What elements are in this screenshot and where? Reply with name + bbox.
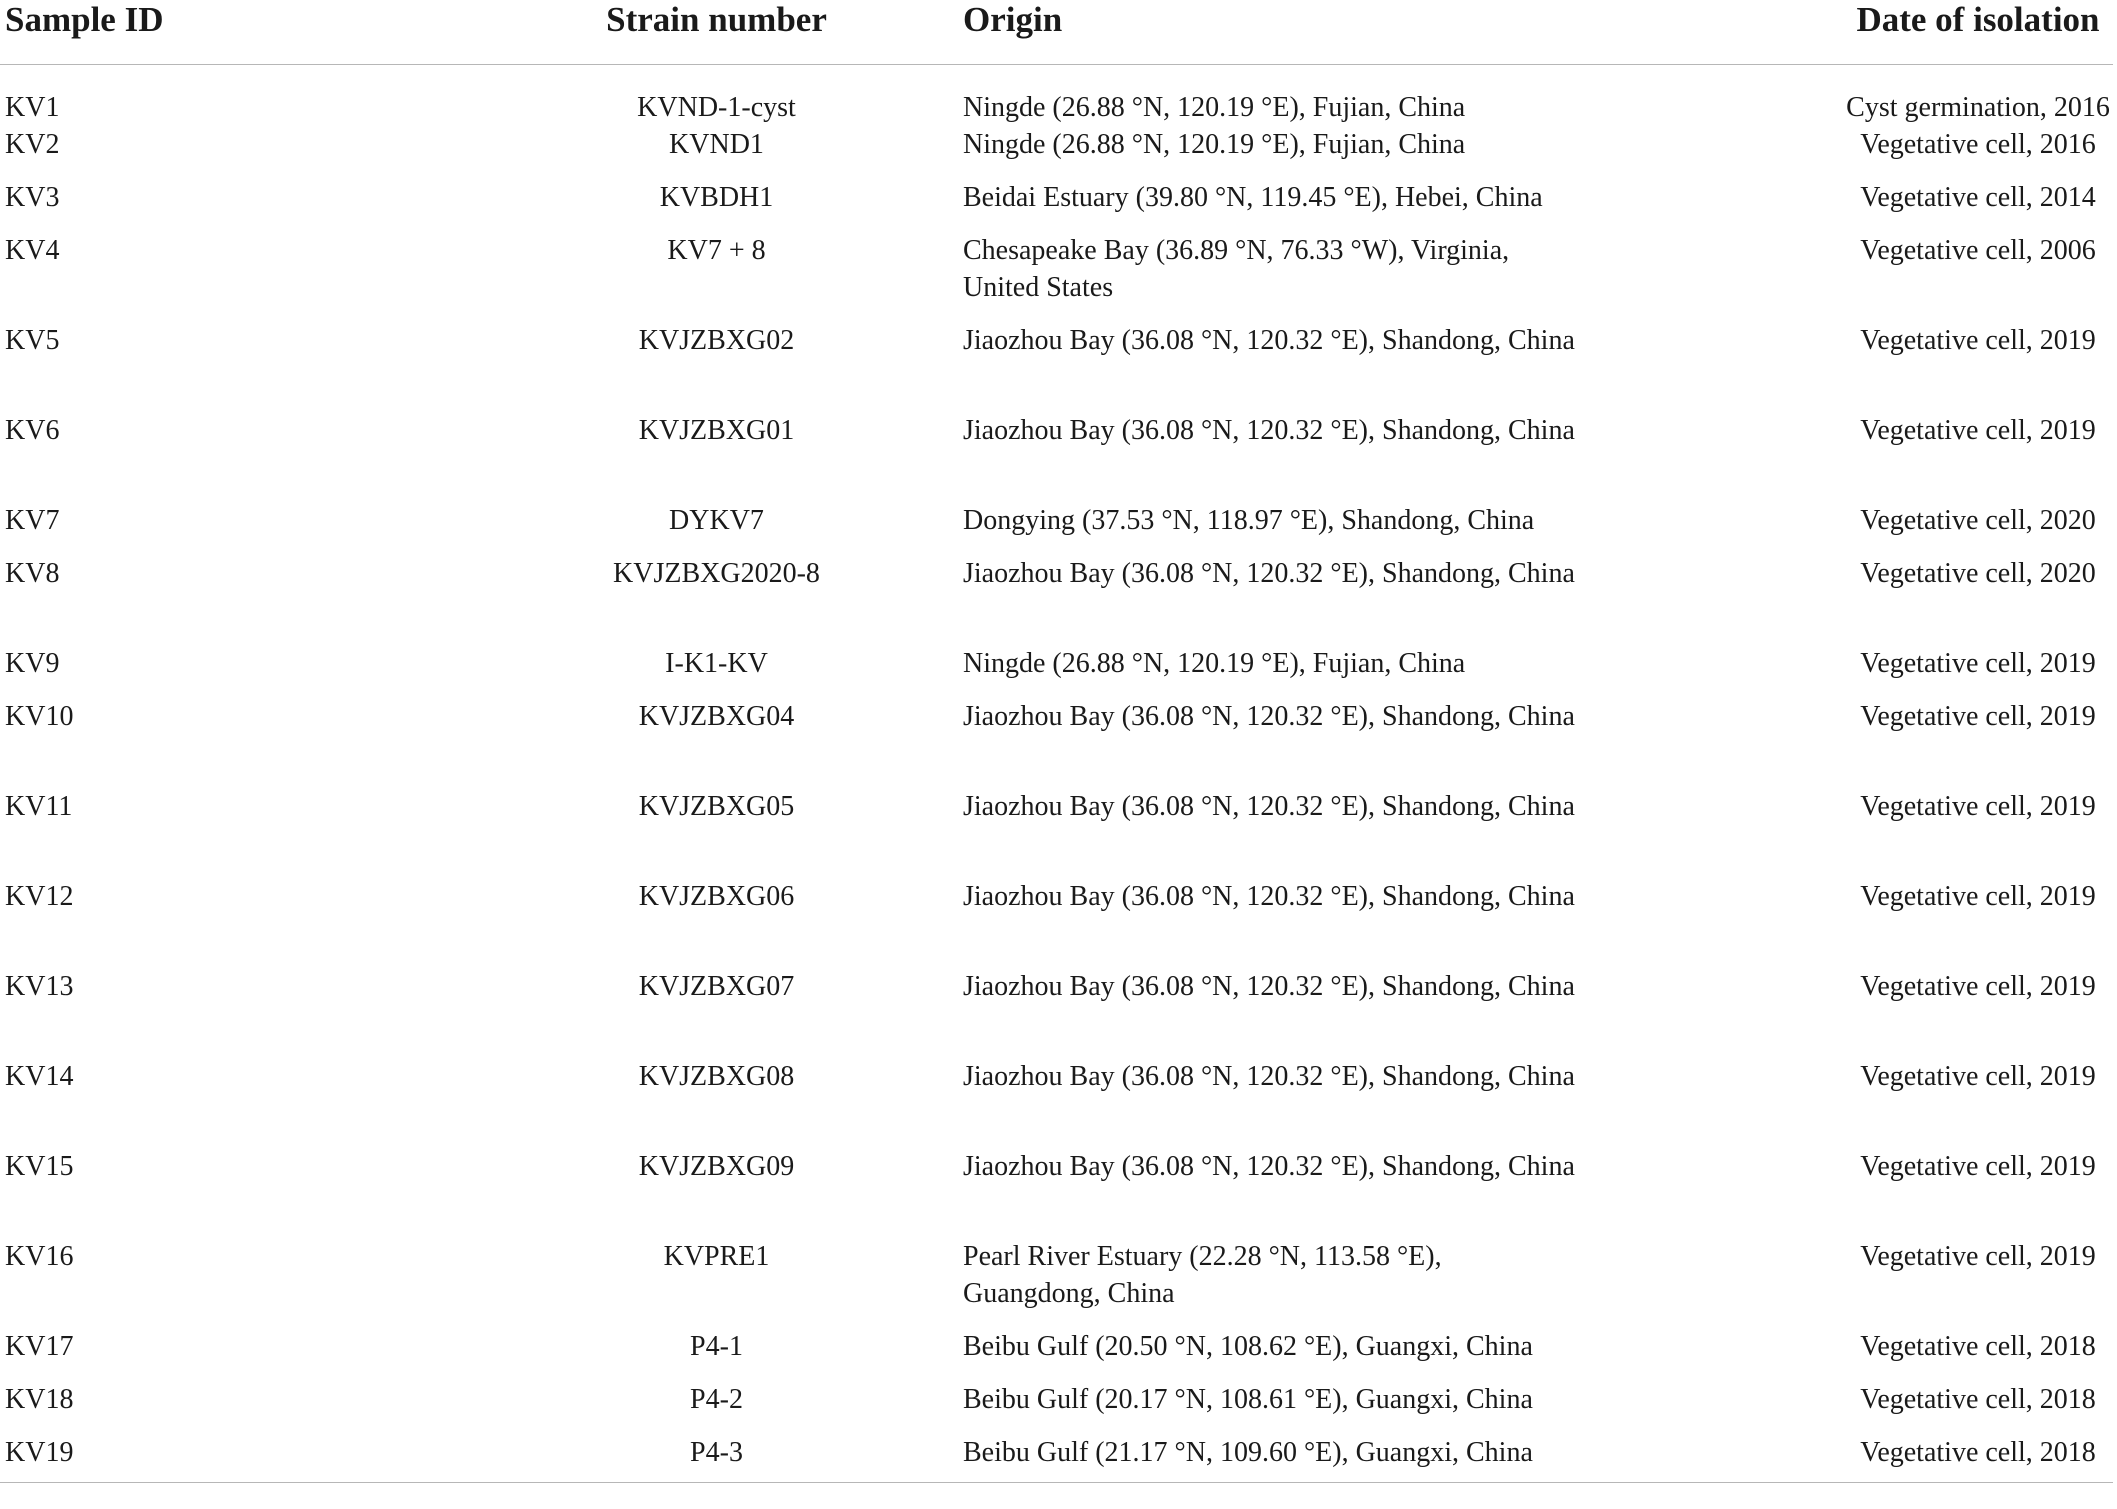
origin-text: Chesapeake Bay (36.89 °N, 76.33 °W), Virginia, United States (963, 235, 1510, 303)
header-date-of-isolation: Date of isolation (1843, 0, 2113, 65)
origin-cell (963, 645, 1843, 698)
strain-number-cell: KVND1 (669, 129, 764, 160)
table-row (0, 232, 2113, 322)
origin-cell (963, 1148, 1843, 1238)
header-sample-id: Sample ID (0, 0, 470, 65)
sample-id-cell: KV3 (5, 182, 60, 213)
strain-number-cell: KVPRE1 (663, 1241, 770, 1272)
table-row (0, 322, 2113, 412)
sample-id-cell: KV4 (5, 235, 60, 266)
origin-cell (963, 412, 1843, 502)
origin-cell (963, 322, 1843, 412)
sample-id-cell: KV6 (5, 415, 60, 446)
origin-cell (963, 65, 1843, 127)
sample-id-cell: KV11 (5, 791, 73, 822)
origin-cell (963, 126, 1843, 179)
date-of-isolation-cell: Vegetative cell, 2019 (1860, 971, 2096, 1002)
table-row (0, 788, 2113, 878)
date-of-isolation-cell: Vegetative cell, 2018 (1860, 1331, 2096, 1362)
table-row (0, 1238, 2113, 1328)
strain-number-cell: P4-2 (690, 1384, 743, 1415)
date-of-isolation-cell: Vegetative cell, 2019 (1860, 791, 2096, 822)
sample-id-cell: KV19 (0, 1434, 470, 1483)
origin-text: Ningde (26.88 °N, 120.19 °E), Fujian, China (963, 129, 1466, 160)
table-row (0, 878, 2113, 968)
strain-number-cell: P4-3 (470, 1434, 963, 1483)
origin-text: Jiaozhou Bay (36.08 °N, 120.32 °E), Shandong, China (963, 1151, 1575, 1182)
sample-id-cell: KV12 (5, 881, 74, 912)
origin-text: Jiaozhou Bay (36.08 °N, 120.32 °E), Shandong, China (963, 558, 1575, 589)
origin-text: Jiaozhou Bay (36.08 °N, 120.32 °E), Shandong, China (963, 791, 1575, 822)
origin-cell (963, 698, 1843, 788)
origin-text: Beibu Gulf (20.50 °N, 108.62 °E), Guangxi, China (963, 1331, 1533, 1362)
strain-number-cell: KVBDH1 (659, 182, 774, 213)
origin-text: Jiaozhou Bay (36.08 °N, 120.32 °E), Shandong, China (963, 881, 1575, 912)
origin-cell (963, 232, 1843, 322)
table-row (0, 698, 2113, 788)
origin-text: Beibu Gulf (21.17 °N, 109.60 °E), Guangxi, China (963, 1437, 1533, 1468)
table-row (0, 1148, 2113, 1238)
date-of-isolation-cell: Vegetative cell, 2019 (1860, 325, 2096, 356)
sample-id-cell: KV13 (5, 971, 74, 1002)
sample-id-cell: KV15 (5, 1151, 74, 1182)
table-row (0, 968, 2113, 1058)
date-of-isolation-cell: Vegetative cell, 2019 (1860, 648, 2096, 679)
strain-number-cell: DYKV7 (669, 505, 764, 536)
sample-id-cell: KV9 (5, 648, 60, 679)
origin-text: Beidai Estuary (39.80 °N, 119.45 °E), Hebei, China (963, 182, 1543, 213)
origin-text: Jiaozhou Bay (36.08 °N, 120.32 °E), Shandong, China (963, 1061, 1575, 1092)
table-row (0, 1381, 2113, 1434)
table-body (0, 65, 2113, 1483)
table-row (0, 1328, 2113, 1381)
strain-number-cell: KV7 + 8 (667, 235, 766, 266)
origin-cell (963, 179, 1843, 232)
origin-text: Dongying (37.53 °N, 118.97 °E), Shandong, China (963, 505, 1535, 536)
strain-number-cell: KVJZBXG04 (638, 701, 795, 732)
date-of-isolation-cell: Vegetative cell, 2006 (1860, 235, 2096, 266)
sample-id-cell: KV18 (5, 1384, 74, 1415)
date-of-isolation-cell: Vegetative cell, 2020 (1860, 505, 2096, 536)
origin-text: Pearl River Estuary (22.28 °N, 113.58 °E), Guangdong, China (963, 1241, 1442, 1309)
date-of-isolation-cell: Vegetative cell, 2019 (1860, 1241, 2096, 1272)
table-row (0, 502, 2113, 555)
origin-text: Ningde (26.88 °N, 120.19 °E), Fujian, China (963, 648, 1466, 679)
date-of-isolation-cell: Vegetative cell, 2019 (1860, 1151, 2096, 1182)
sample-id-cell: KV10 (5, 701, 74, 732)
date-of-isolation-cell: Cyst germination, 2016 (1846, 92, 2110, 123)
date-of-isolation-cell: Vegetative cell, 2019 (1860, 1061, 2096, 1092)
strain-number-cell: KVJZBXG09 (638, 1151, 795, 1182)
date-of-isolation-cell: Vegetative cell, 2019 (1860, 701, 2096, 732)
header-origin: Origin (963, 0, 1843, 65)
table-row (0, 645, 2113, 698)
sample-id-cell: KV14 (5, 1061, 74, 1092)
strain-number-cell: KVJZBXG02 (638, 325, 795, 356)
sample-id-cell: KV17 (5, 1331, 74, 1362)
strain-number-cell: KVND-1-cyst (637, 92, 796, 123)
table-row (0, 1058, 2113, 1148)
date-of-isolation-cell: Vegetative cell, 2014 (1860, 182, 2096, 213)
strain-number-cell: KVJZBXG05 (638, 791, 795, 822)
table-row (0, 179, 2113, 232)
strain-number-cell: KVJZBXG01 (638, 415, 795, 446)
origin-text: Jiaozhou Bay (36.08 °N, 120.32 °E), Shandong, China (963, 325, 1575, 356)
table-row (0, 555, 2113, 645)
date-of-isolation-cell: Vegetative cell, 2020 (1860, 558, 2096, 589)
strain-number-cell: KVJZBXG06 (638, 881, 795, 912)
date-of-isolation-cell: Vegetative cell, 2019 (1860, 415, 2096, 446)
date-of-isolation-cell: Vegetative cell, 2016 (1860, 129, 2096, 160)
origin-cell (963, 1058, 1843, 1148)
date-of-isolation-cell: Vegetative cell, 2018 (1843, 1434, 2113, 1483)
origin-text: Beibu Gulf (20.17 °N, 108.61 °E), Guangxi, China (963, 1384, 1533, 1415)
origin-cell (963, 555, 1843, 645)
origin-cell (963, 788, 1843, 878)
strain-number-cell: P4-1 (690, 1331, 743, 1362)
origin-cell (963, 1328, 1843, 1381)
origin-cell (963, 878, 1843, 968)
origin-text: Jiaozhou Bay (36.08 °N, 120.32 °E), Shandong, China (963, 415, 1575, 446)
sample-id-cell: KV2 (5, 129, 60, 160)
sample-id-cell: KV1 (5, 92, 60, 123)
origin-cell (963, 502, 1843, 555)
table-row (0, 65, 2113, 127)
sample-id-cell: KV7 (5, 505, 60, 536)
table-header (0, 0, 2113, 65)
origin-cell (963, 1434, 1843, 1483)
strain-number-cell: KVJZBXG08 (638, 1061, 795, 1092)
date-of-isolation-cell: Vegetative cell, 2019 (1860, 881, 2096, 912)
origin-text: Jiaozhou Bay (36.08 °N, 120.32 °E), Shandong, China (963, 701, 1575, 732)
strain-number-cell: KVJZBXG2020-8 (613, 558, 820, 589)
table-row (0, 412, 2113, 502)
origin-text: Jiaozhou Bay (36.08 °N, 120.32 °E), Shandong, China (963, 971, 1575, 1002)
sample-id-cell: KV16 (5, 1241, 74, 1272)
table-row (0, 1434, 2113, 1483)
strain-number-cell: KVJZBXG07 (638, 971, 795, 1002)
origin-cell (963, 1238, 1843, 1328)
origin-text: Ningde (26.88 °N, 120.19 °E), Fujian, China (963, 92, 1466, 123)
table-row (0, 126, 2113, 179)
origin-cell (963, 968, 1843, 1058)
origin-cell (963, 1381, 1843, 1434)
header-strain-number: Strain number (470, 0, 963, 65)
strain-number-cell: I-K1-KV (665, 648, 768, 679)
sample-id-cell: KV5 (5, 325, 60, 356)
header-row (0, 0, 2113, 65)
sample-id-cell: KV8 (5, 558, 60, 589)
date-of-isolation-cell: Vegetative cell, 2018 (1860, 1384, 2096, 1415)
